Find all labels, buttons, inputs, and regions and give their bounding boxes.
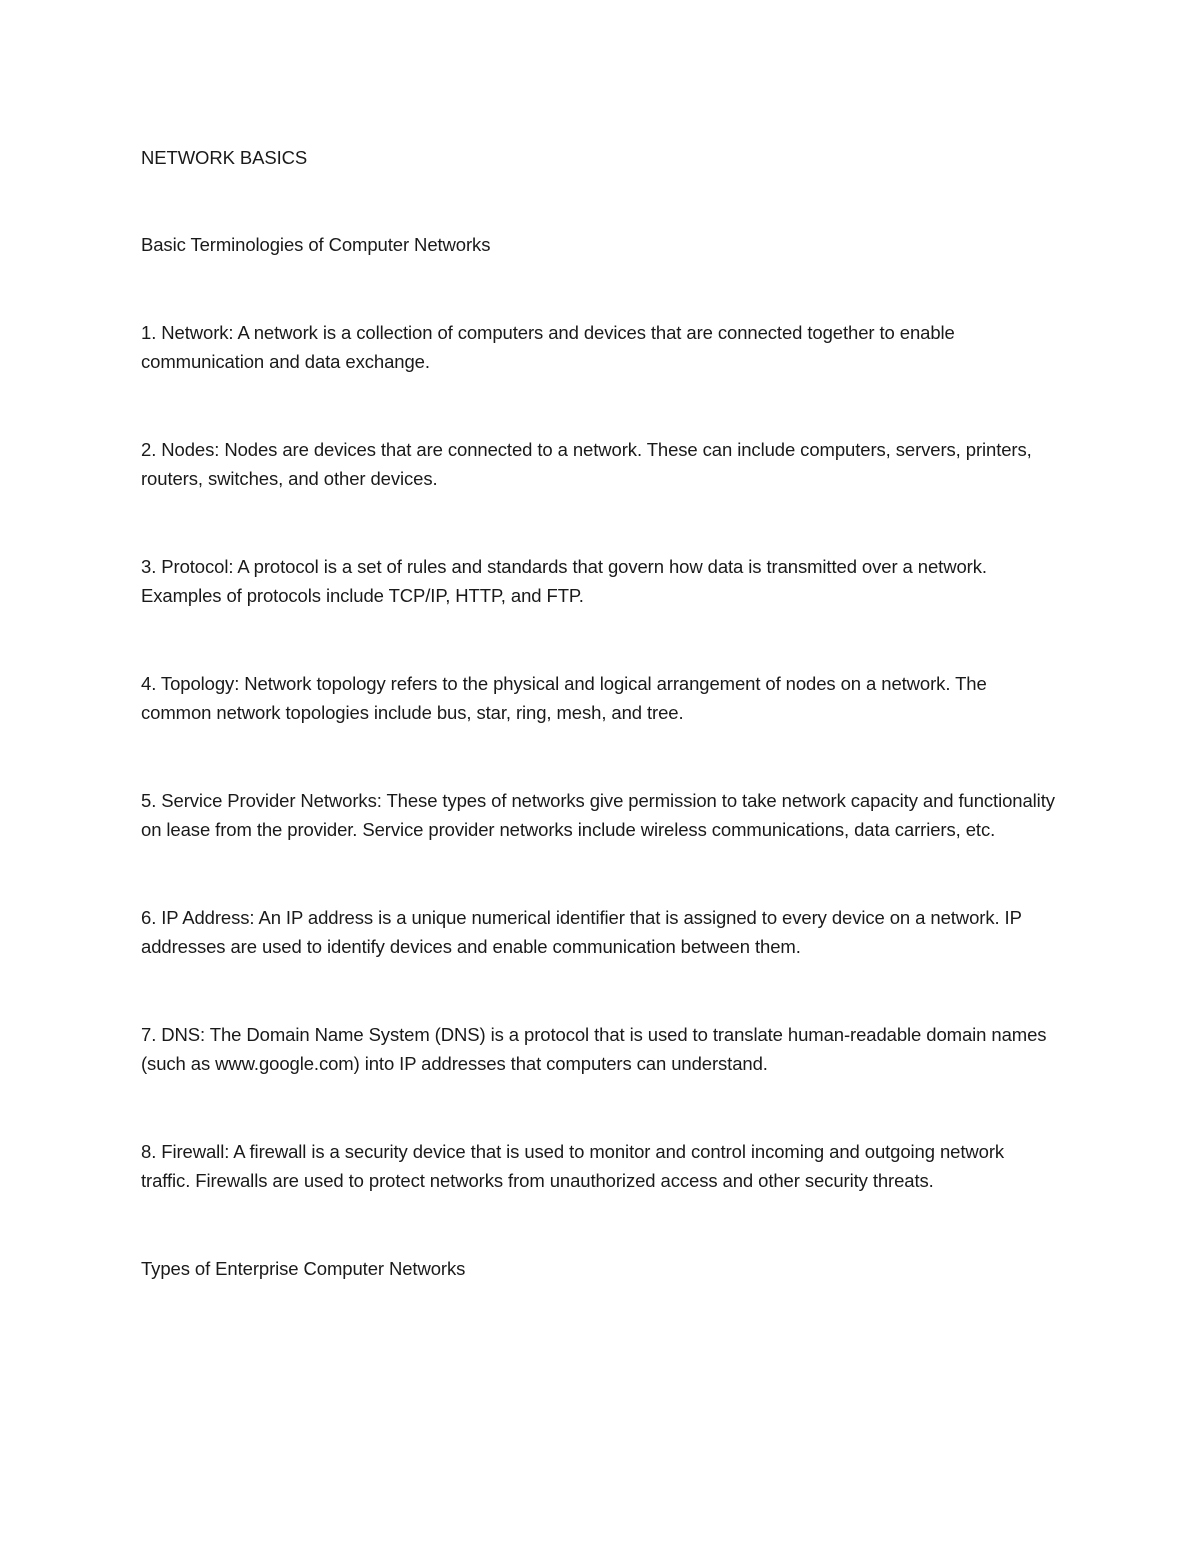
term-dns bbox=[141, 1020, 1056, 1078]
term-protocol bbox=[141, 552, 1056, 610]
term-text: 7. DNS: The Domain Name System (DNS) is a protocol that is used to translate human-readable domain names (such as www.google.com) into IP addresses that computers can understand. bbox=[141, 1024, 1047, 1074]
term-topology bbox=[141, 669, 1056, 727]
term-ip-address bbox=[141, 903, 1056, 961]
document-title: NETWORK BASICS bbox=[141, 147, 308, 168]
term-text: 1. Network: A network is a collection of computers and devices that are connected together to enable communication and data exchange. bbox=[141, 322, 955, 372]
term-text: 3. Protocol: A protocol is a set of rules and standards that govern how data is transmitted over a network. Examples of protocols include TCP/IP, HTTP, and FTP. bbox=[141, 556, 987, 606]
term-network bbox=[141, 318, 1056, 376]
term-nodes bbox=[141, 435, 1056, 493]
section-heading-basic-terminologies: Basic Terminologies of Computer Networks bbox=[141, 234, 491, 255]
term-text: 5. Service Provider Networks: These types of networks give permission to take network capacity and functionality on lease from the provider. Service provider networks include wireless communications, data carriers, etc. bbox=[141, 790, 1055, 840]
terminology-list bbox=[141, 318, 1056, 1195]
term-service-provider-networks bbox=[141, 786, 1056, 844]
term-text: 8. Firewall: A firewall is a security device that is used to monitor and control incoming and outgoing network traffic. Firewalls are used to protect networks from unauthorized access and other security threats. bbox=[141, 1141, 1005, 1191]
term-text: 4. Topology: Network topology refers to the physical and logical arrangement of nodes on a network. The common network topologies include bus, star, ring, mesh, and tree. bbox=[141, 673, 987, 723]
section-heading-enterprise-networks: Types of Enterprise Computer Networks bbox=[141, 1258, 466, 1279]
document-body bbox=[141, 143, 1056, 1283]
term-firewall bbox=[141, 1137, 1056, 1195]
term-text: 6. IP Address: An IP address is a unique numerical identifier that is assigned to every device on a network. IP addresses are used to identify devices and enable communication between them. bbox=[141, 907, 1022, 957]
term-text: 2. Nodes: Nodes are devices that are connected to a network. These can include computers, servers, printers, routers, switches, and other devices. bbox=[141, 439, 1032, 489]
